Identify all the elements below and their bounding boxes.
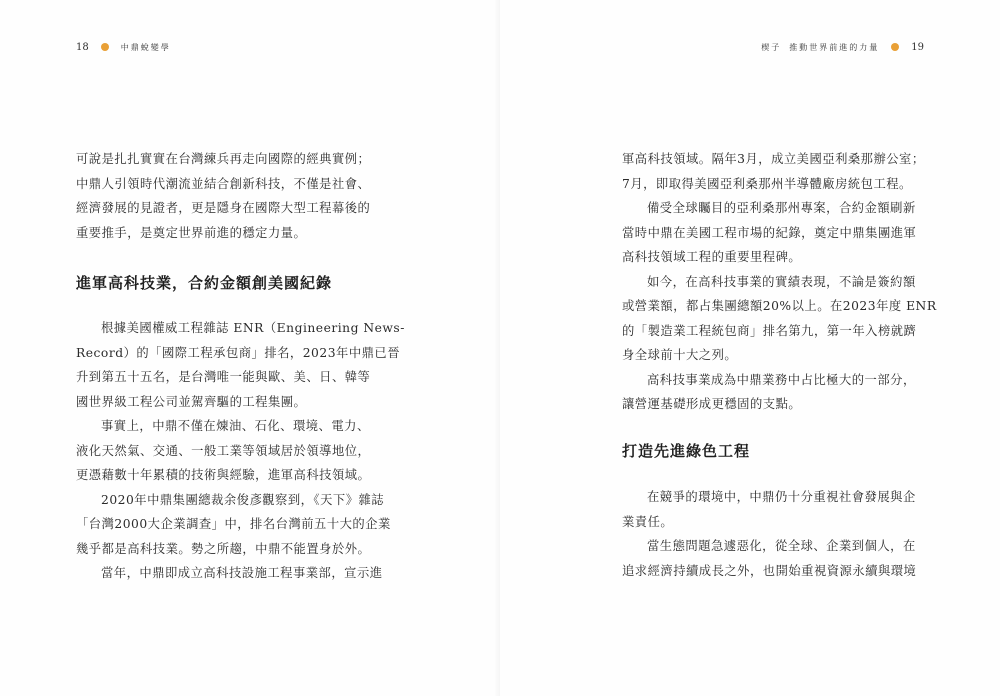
- text-line: Record）的「國際工程承包商」排名，2023年中鼎已晉: [76, 345, 401, 360]
- text-line: 經濟發展的見證者，更是隱身在國際大型工程幕後的: [76, 201, 371, 215]
- running-title-1: 楔子: [761, 42, 782, 52]
- page-number: 19: [911, 41, 924, 53]
- text-line: 2020年中鼎集團總裁余俊彥觀察到，《天下》雜誌: [101, 492, 385, 507]
- text-line: 國世界級工程公司並駕齊驅的工程集團。: [76, 394, 307, 409]
- text-line: 重要推手，是奠定世界前進的穩定力量。: [76, 225, 307, 240]
- text-line: 根據美國權威工程雜誌 ENR（Engineering News-: [101, 321, 405, 335]
- text-line: 的「製造業工程統包商」排名第九，第一年入榜就躋: [622, 323, 917, 338]
- text-line: 讓營運基礎形成更穩固的支點。: [622, 397, 802, 411]
- text-line: 事實上，中鼎不僅在煉油、石化、環境、電力、: [101, 419, 370, 433]
- text-line: 高科技事業成為中鼎業務中占比極大的一部分，: [647, 372, 916, 387]
- text-line: 7月，即取得美國亞利桑那州半導體廠房統包工程。: [622, 176, 912, 191]
- text-line: 在競爭的環境中，中鼎仍十分重視社會發展與企: [647, 490, 916, 504]
- accent-dot-icon: [891, 43, 899, 51]
- text-line: 可說是扎扎實實在台灣練兵再走向國際的經典實例；: [76, 152, 371, 166]
- text-line: 當時中鼎在美國工程市場的紀錄，奠定中鼎集團進軍: [622, 225, 917, 240]
- running-title: 中鼎蛻變學: [120, 42, 171, 52]
- text-line: 高科技領域工程的重要里程碑。: [622, 250, 802, 264]
- text-line: 液化天然氣、交通、一般工業等領域居於領導地位，: [76, 443, 371, 458]
- text-line: 當生態問題急遽惡化，從全球、企業到個人，在: [647, 539, 916, 553]
- text-line: 當年，中鼎即成立高科技設施工程事業部，宣示進: [101, 566, 383, 580]
- text-line: 備受全球矚目的亞利桑那州專案，合約金額刷新: [647, 201, 916, 215]
- right-paragraph-2: [622, 485, 932, 583]
- accent-dot-icon: [101, 43, 109, 51]
- text-line: 如今，在高科技事業的實績表現，不論是簽約額: [647, 274, 916, 289]
- left-paragraph-1: [76, 147, 386, 245]
- text-line: 軍高科技領域。隔年3月，成立美國亞利桑那辦公室；: [622, 152, 925, 166]
- text-line: 升到第五十五名，是台灣唯一能與歐、美、日、韓等: [76, 370, 371, 384]
- section-heading: 打造先進綠色工程: [622, 442, 751, 460]
- text-line: 更憑藉數十年累積的技術與經驗，進軍高科技領域。: [76, 468, 371, 482]
- text-line: 中鼎人引領時代潮流並結合創新科技，不僅是社會、: [76, 176, 371, 191]
- left-paragraph-2: [76, 316, 405, 586]
- text-line: 身全球前十大之列。: [622, 348, 738, 362]
- text-line: 或營業額，都占集團總額20%以上。在2023年度 ENR: [622, 299, 937, 313]
- right-paragraph-1: [622, 147, 937, 417]
- running-title-2: 推動世界前進的力量: [789, 42, 880, 52]
- left-running-head: [76, 40, 171, 54]
- page-number: 18: [76, 41, 89, 53]
- right-running-head: [761, 40, 924, 54]
- right-page: [500, 0, 1000, 696]
- section-heading: 進軍高科技業，合約金額創美國紀錄: [76, 274, 333, 292]
- text-line: 幾乎都是高科技業。勢之所趨，中鼎不能置身於外。: [76, 541, 371, 556]
- text-line: 業責任。: [622, 514, 674, 529]
- text-line: 「台灣2000大企業調查」中，排名台灣前五十大的企業: [76, 517, 391, 531]
- text-line: 追求經濟持續成長之外，也開始重視資源永續與環境: [622, 563, 917, 578]
